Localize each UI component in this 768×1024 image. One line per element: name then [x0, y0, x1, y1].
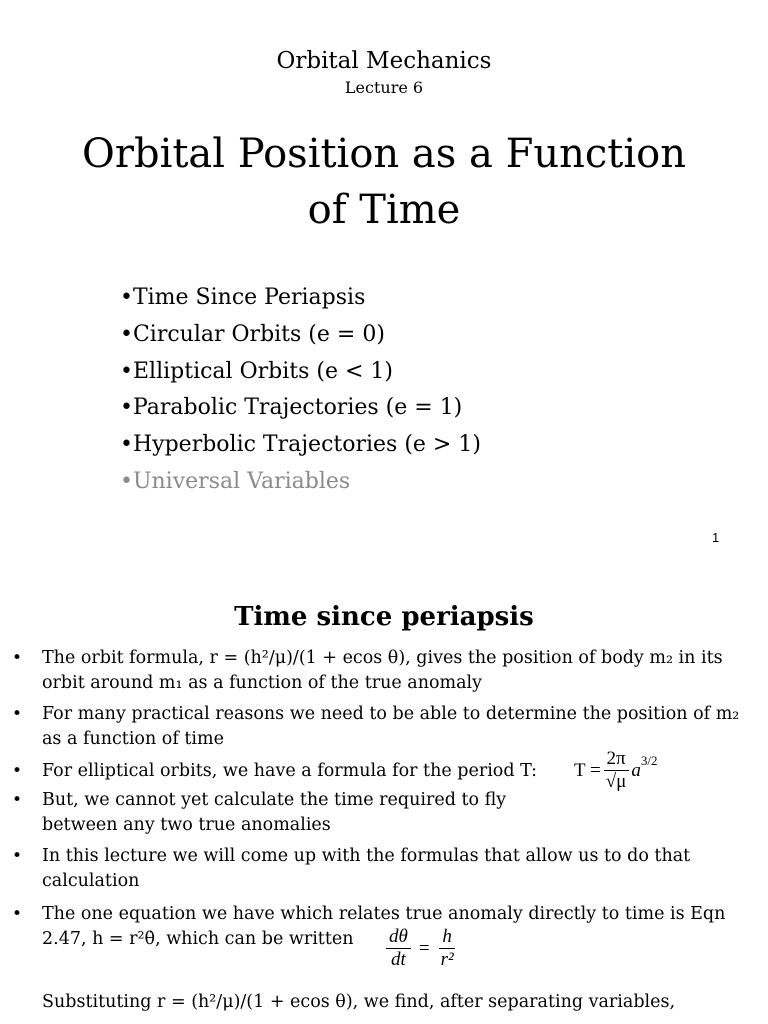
bullet-text: calculation — [42, 871, 140, 891]
equation-lhs: T = — [574, 759, 601, 781]
slide-title-line-2: of Time — [307, 187, 461, 233]
fraction-denominator: dt — [391, 949, 406, 970]
equals-sign: = — [418, 937, 430, 959]
bullet-text: between any two true anomalies — [42, 815, 331, 835]
bullet-text: But, we cannot yet calculate the time required to fly — [42, 790, 507, 810]
bullet-text: 2.47, h = r²θ̇, which can be written — [42, 929, 354, 949]
bullet-text: orbit around m₁ as a function of the true anomaly — [42, 673, 483, 693]
outline-item: •Hyperbolic Trajectories (e > 1) — [120, 432, 481, 458]
fraction-numerator: dθ — [386, 926, 411, 949]
outline-item: •Circular Orbits (e = 0) — [120, 321, 385, 347]
outline-item: •Time Since Periapsis — [120, 285, 366, 310]
paragraph-text: Substituting r = (h²/μ)/(1 + ecos θ), we find, after separating variables, — [42, 992, 676, 1012]
period-equation — [574, 748, 657, 793]
bullet-marker: • — [12, 761, 23, 781]
outline-list — [120, 280, 481, 501]
bullet-text: The orbit formula, r = (h²/μ)/(1 + ecos θ), gives the position of body m₂ in its — [42, 648, 723, 668]
equation-fraction — [603, 748, 630, 793]
fraction-denominator: r² — [440, 949, 454, 970]
bullet-marker: • — [12, 846, 23, 866]
lecture-number: Lecture 6 — [344, 78, 424, 97]
section-title: Time since periapsis — [234, 602, 534, 632]
outline-item: •Parabolic Trajectories (e = 1) — [120, 395, 463, 421]
equation-fraction — [386, 926, 411, 971]
bullet-text: In this lecture we will come up with the formulas that allow us to do that — [42, 846, 691, 866]
equation-exponent: 3/2 — [640, 752, 658, 768]
angular-rate-equation — [384, 926, 459, 971]
fraction-numerator: 2π — [604, 748, 629, 771]
course-title: Orbital Mechanics — [276, 48, 492, 74]
fraction-numerator: h — [439, 926, 455, 949]
bullet-text: as a function of time — [42, 729, 224, 749]
outline-item: •Elliptical Orbits (e < 1) — [120, 358, 393, 384]
bullet-marker: • — [12, 648, 23, 668]
equation-fraction — [438, 926, 457, 971]
bullet-marker: • — [12, 790, 23, 810]
bullet-text: For many practical reasons we need to be able to determine the position of m₂ — [42, 704, 740, 724]
bullet-marker: • — [12, 704, 23, 724]
slide-title-line-1: Orbital Position as a Function — [82, 131, 686, 177]
equation-variable: a — [631, 759, 641, 781]
bullet-marker: • — [12, 904, 23, 924]
page-number: 1 — [712, 530, 720, 545]
outline-item-dimmed: •Universal Variables — [120, 468, 351, 494]
bullet-text: The one equation we have which relates true anomaly directly to time is Eqn — [42, 904, 726, 924]
fraction-denominator: √μ — [605, 771, 627, 792]
slide-title — [40, 126, 728, 238]
bullet-text: For elliptical orbits, we have a formula for the period T: — [42, 761, 538, 781]
